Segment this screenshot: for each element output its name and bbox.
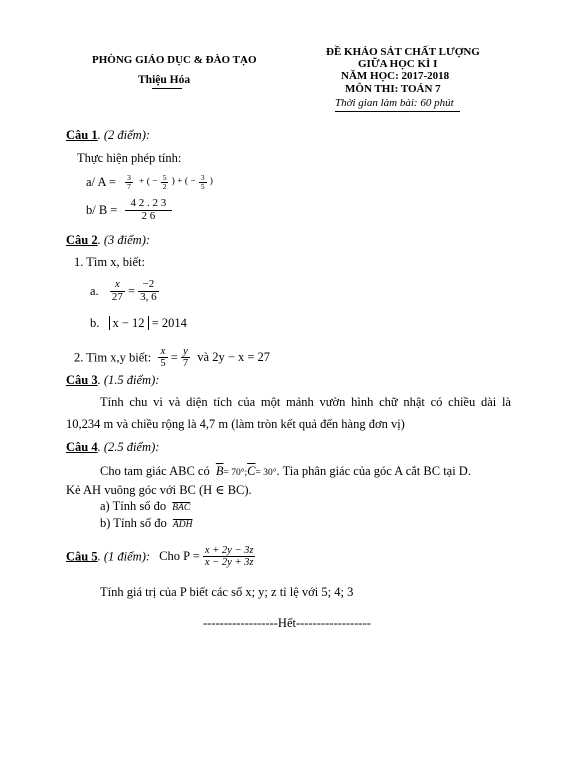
q2-heading: Câu 2. (3 điểm):: [66, 233, 151, 247]
q4-part-a: a) Tính số đo $\overline{BAC}$: [100, 499, 191, 513]
q4-heading: Câu 4. (2.5 điểm):: [66, 440, 160, 454]
q1-heading: Câu 1. (2 điểm):: [66, 128, 151, 142]
q4-part-b: b) Tính số đo $\overline{ADH}$: [100, 516, 193, 530]
district-name: Thiệu Hóa: [138, 74, 191, 86]
q1-part-b: b/ B = $\frac{4 2 . 2 3}{2 6}$: [86, 198, 172, 222]
exam-title: ĐỀ KHẢO SÁT CHẤT LƯỢNG: [326, 46, 480, 58]
time-limit: Thời gian làm bài: 60 phút: [335, 97, 454, 109]
q2-part-a: a. $\frac{x}{27}$ = $\frac{-2}{3, 6}$: [90, 278, 157, 303]
end-marker: ------------------Hết------------------: [203, 616, 371, 630]
time-underline: [335, 111, 460, 112]
q4-line2: Kẻ AH vuông góc với BC (H ∈ BC).: [66, 483, 252, 497]
exam-subtitle: GIỮA HỌC KÌ I: [358, 58, 438, 70]
q1-intro: Thực hiện phép tính:: [77, 151, 182, 165]
q4-line1: Cho tam giác ABC có $\overline{B}=$ $70^\circ;\overline{C}= 30^\circ$. Tia phân giác của góc A cắt BC tại D.: [100, 464, 471, 478]
district-underline: [152, 88, 182, 89]
q1-part-a: a/ A = $\frac{3}{7}$ + ( − $\frac{5}{2}$ ) + ( − $\frac{3}{5}$ ): [86, 173, 213, 191]
subject: MÔN THI: TOÁN 7: [345, 83, 441, 95]
school-year: NĂM HỌC: 2017-2018: [341, 70, 450, 82]
q3-heading: Câu 3. (1.5 điểm):: [66, 373, 160, 387]
department-name: PHÒNG GIÁO DỤC & ĐÀO TẠO: [92, 54, 257, 66]
q3-line1: Tính chu vi và diện tích của một mảnh vườn hình chữ nhật có chiều dài là: [100, 395, 511, 409]
q2-part1-intro: 1. Tìm x, biết:: [74, 255, 145, 269]
q5-heading: Câu 5. (1 điểm): Cho P = $\frac{x + 2y - 3z}{x - 2y + 3z}$: [66, 545, 254, 569]
q5-line2: Tính giá trị của P biết các số x; y; z tỉ lệ với 5; 4; 3: [100, 585, 354, 599]
q2-part-b: b. x − 12 = 2014: [90, 316, 187, 330]
q3-line2: 10,234 m và chiều rộng là 4,7 m (làm tròn kết quả đến hàng đơn vị): [66, 417, 405, 431]
q2-part2: 2. Tìm x,y biết: $\frac{x}{5}$ = $\frac{y}{7}$ và 2y − x = 27: [74, 346, 271, 370]
